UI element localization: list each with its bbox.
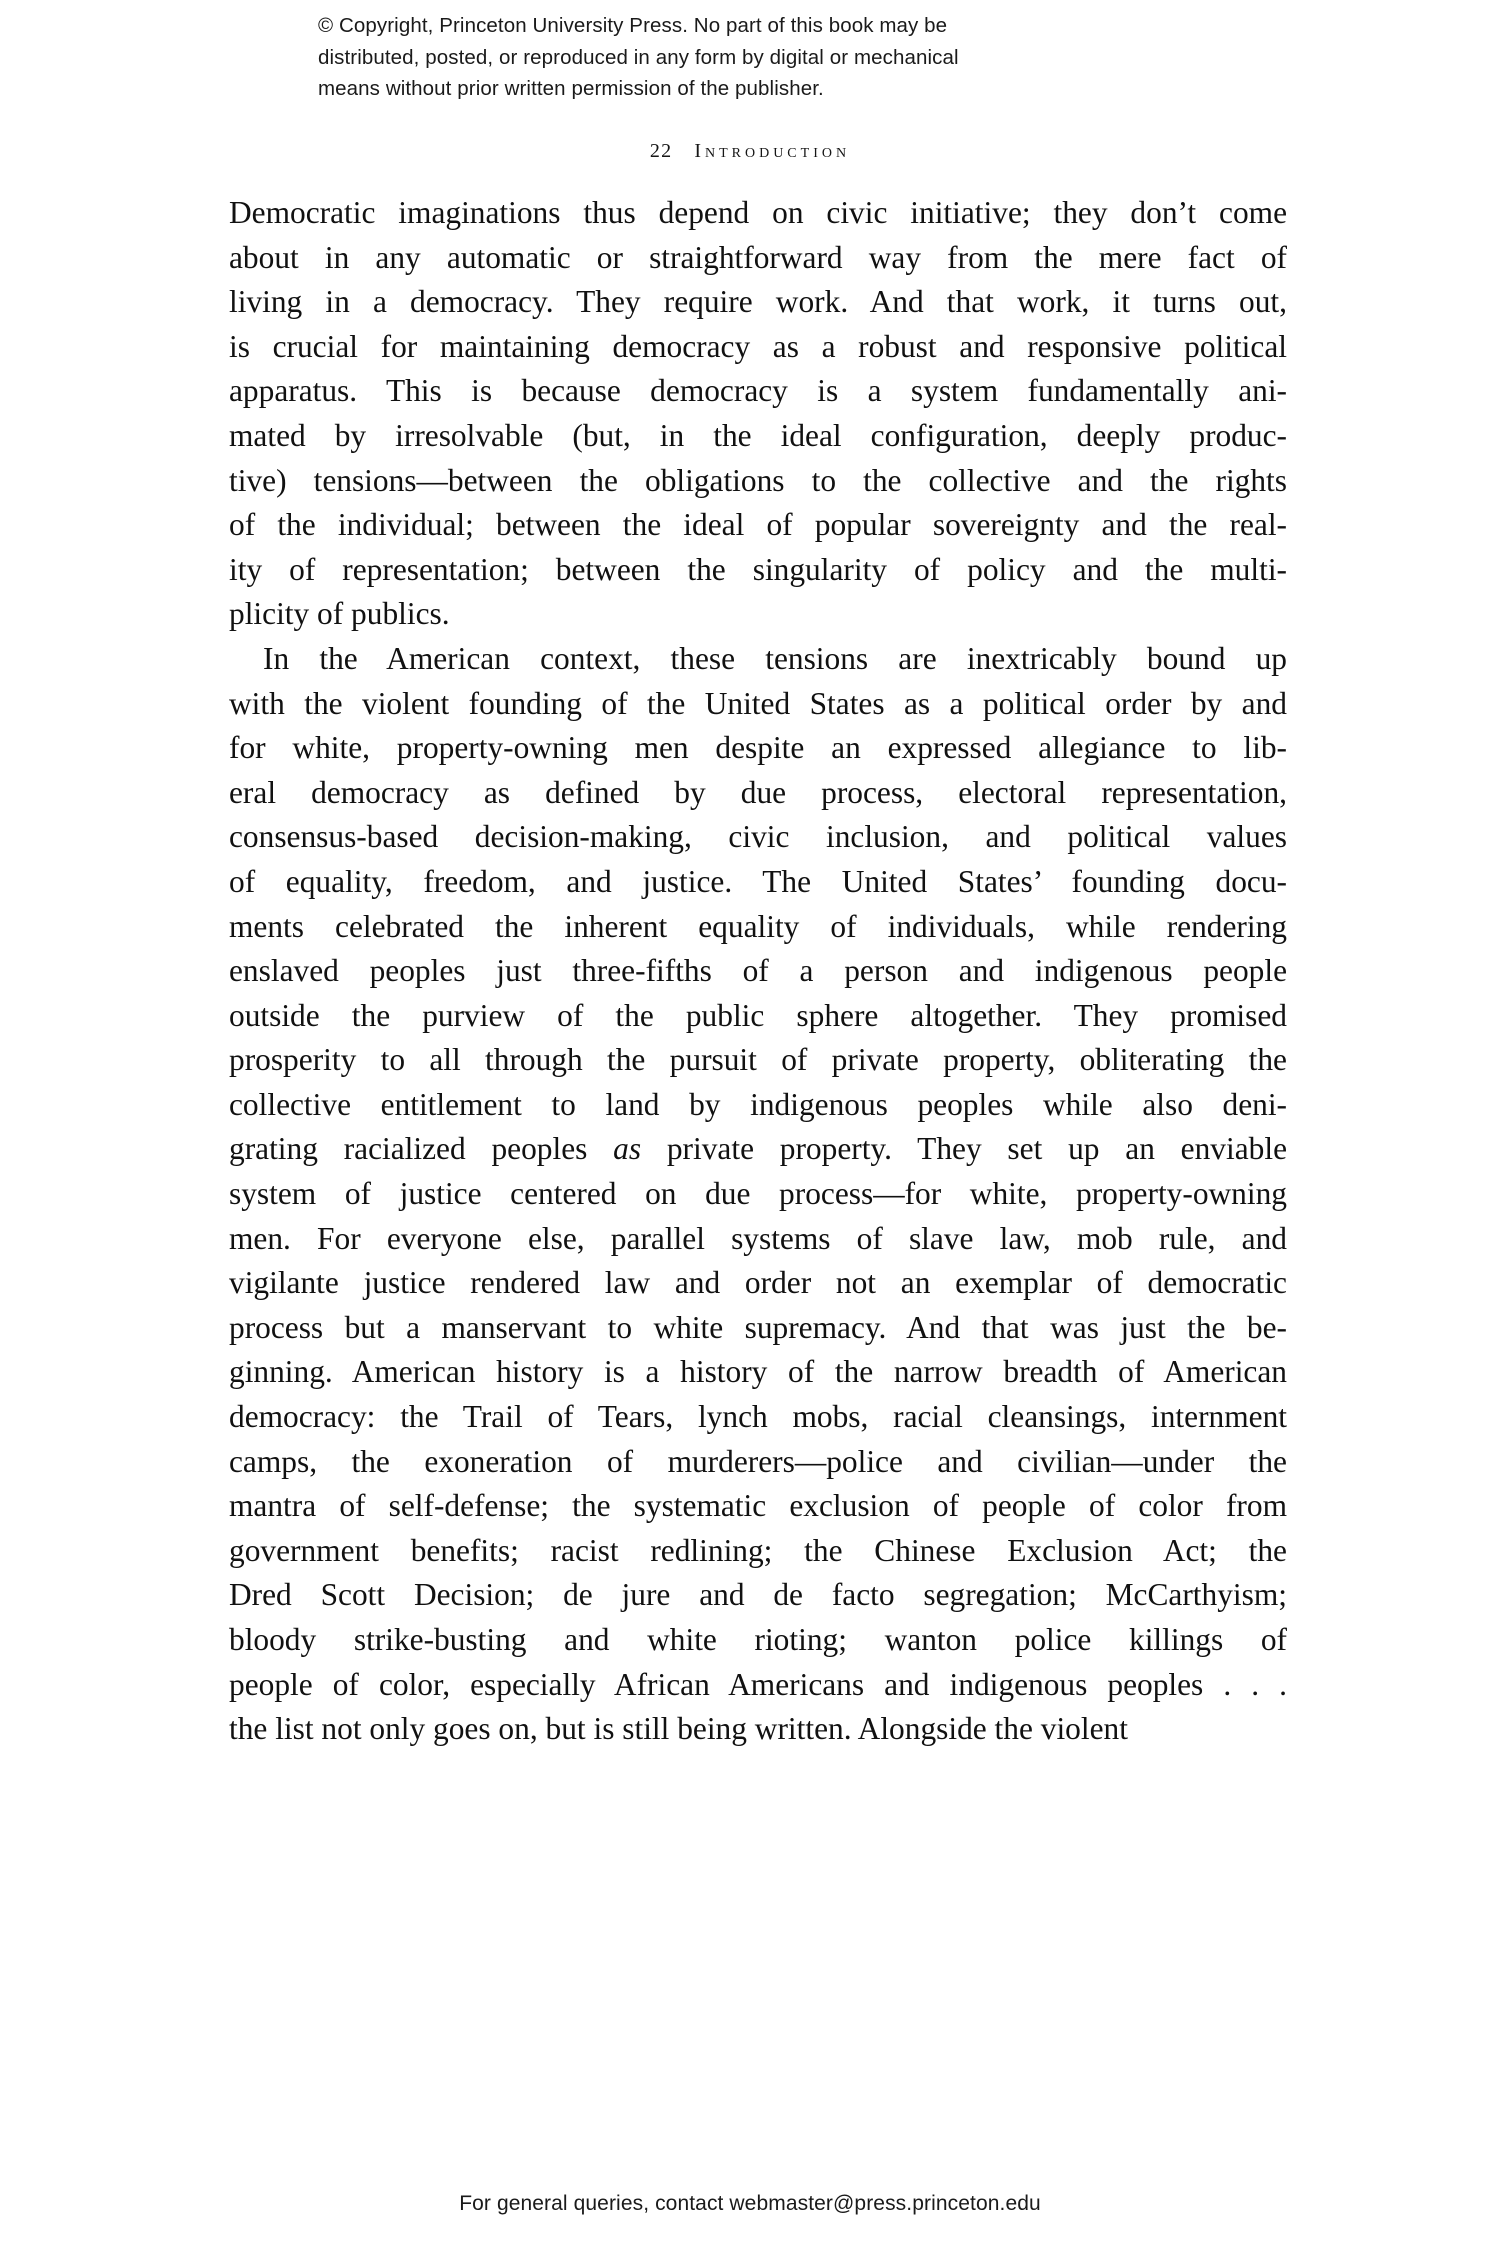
italic-emphasis: as: [613, 1131, 642, 1167]
text-line: tive) tensions—between the obligations to the collective and the rights: [229, 462, 1287, 498]
text-line: Dred Scott Decision; de jure and de facto segregation; McCarthyism;: [229, 1577, 1287, 1613]
text-line: system of justice centered on due process—for white, property-owning: [229, 1176, 1287, 1212]
chapter-title: Introduction: [694, 140, 851, 162]
text-line: men. For everyone else, parallel systems of slave law, mob rule, and: [229, 1220, 1287, 1256]
text-line: of equality, freedom, and justice. The United States’ founding docu-: [229, 863, 1287, 899]
text-line: mantra of self-defense; the systematic exclusion of people of color from: [229, 1488, 1287, 1524]
text-line: is crucial for maintaining democracy as a robust and responsive political: [229, 328, 1287, 364]
text-line: apparatus. This is because democracy is a system fundamentally ani-: [229, 373, 1287, 409]
text-line: prosperity to all through the pursuit of private property, obliterating the: [229, 1042, 1287, 1078]
text-line: Democratic imaginations thus depend on civic initiative; they don’t come: [229, 195, 1287, 230]
text-line: for white, property-owning men despite an expressed allegiance to lib-: [229, 730, 1287, 766]
text-line: camps, the exoneration of murderers—police and civilian—under the: [229, 1443, 1287, 1479]
text-line-with-italic: [229, 1127, 1287, 1172]
text-line: the list not only goes on, but is still being written. Alongside the violent: [229, 1711, 1128, 1747]
text-line: enslaved peoples just three-fifths of a person and indigenous people: [229, 953, 1287, 989]
text-line: outside the purview of the public sphere altogether. They promised: [229, 997, 1287, 1033]
text-line: ity of representation; between the singularity of policy and the multi-: [229, 551, 1287, 587]
footer-queries-line: For general queries, contact webmaster@press.princeton.edu: [459, 2192, 1041, 2215]
copyright-line-3: means without prior written permission of the publisher.: [318, 77, 824, 100]
text-line: collective entitlement to land by indigenous peoples while also deni-: [229, 1086, 1287, 1122]
copyright-line-2: distributed, posted, or reproduced in any form by digital or mechanical: [318, 45, 959, 69]
text-line: government benefits; racist redlining; the Chinese Exclusion Act; the: [229, 1532, 1287, 1568]
text-line: ginning. American history is a history of the narrow breadth of American: [229, 1354, 1287, 1390]
text-line: of the individual; between the ideal of popular sovereignty and the real-: [229, 507, 1287, 543]
text-line: people of color, especially African Americans and indigenous peoples . . .: [229, 1666, 1287, 1702]
text-line: consensus-based decision-making, civic inclusion, and political values: [229, 819, 1287, 855]
text-line: vigilante justice rendered law and order not an exemplar of democratic: [229, 1265, 1287, 1301]
line-segment-before-italic: grating racialized peoples: [229, 1131, 614, 1167]
text-line: with the violent founding of the United States as a political order by and: [229, 685, 1287, 721]
body-text-column: [229, 191, 1287, 1752]
text-line: eral democracy as defined by due process, electoral representation,: [229, 774, 1287, 810]
page-number: 22: [649, 140, 673, 162]
text-line: process but a manservant to white supremacy. And that was just the be-: [229, 1309, 1287, 1345]
text-line: ments celebrated the inherent equality of individuals, while rendering: [229, 908, 1287, 944]
text-line: living in a democracy. They require work. And that work, it turns out,: [229, 284, 1287, 320]
paragraph-1: [229, 191, 1287, 637]
paragraph-2: [229, 637, 1287, 1752]
copyright-line-1: © Copyright, Princeton University Press. No part of this book may be: [318, 14, 948, 37]
text-line: In the American context, these tensions are inextricably bound up: [263, 640, 1287, 676]
text-line: bloody strike-busting and white rioting; wanton police killings of: [229, 1622, 1287, 1657]
copyright-notice: [318, 10, 1178, 105]
text-line: plicity of publics.: [229, 596, 450, 632]
text-line: about in any automatic or straightforward way from the mere fact of: [229, 239, 1287, 275]
running-head: [0, 140, 1500, 163]
text-line: democracy: the Trail of Tears, lynch mobs, racial cleansings, internment: [229, 1399, 1287, 1435]
text-line: mated by irresolvable (but, in the ideal configuration, deeply produc-: [229, 417, 1287, 453]
line-segment-after-italic: private property. They set up an enviable: [641, 1131, 1287, 1167]
